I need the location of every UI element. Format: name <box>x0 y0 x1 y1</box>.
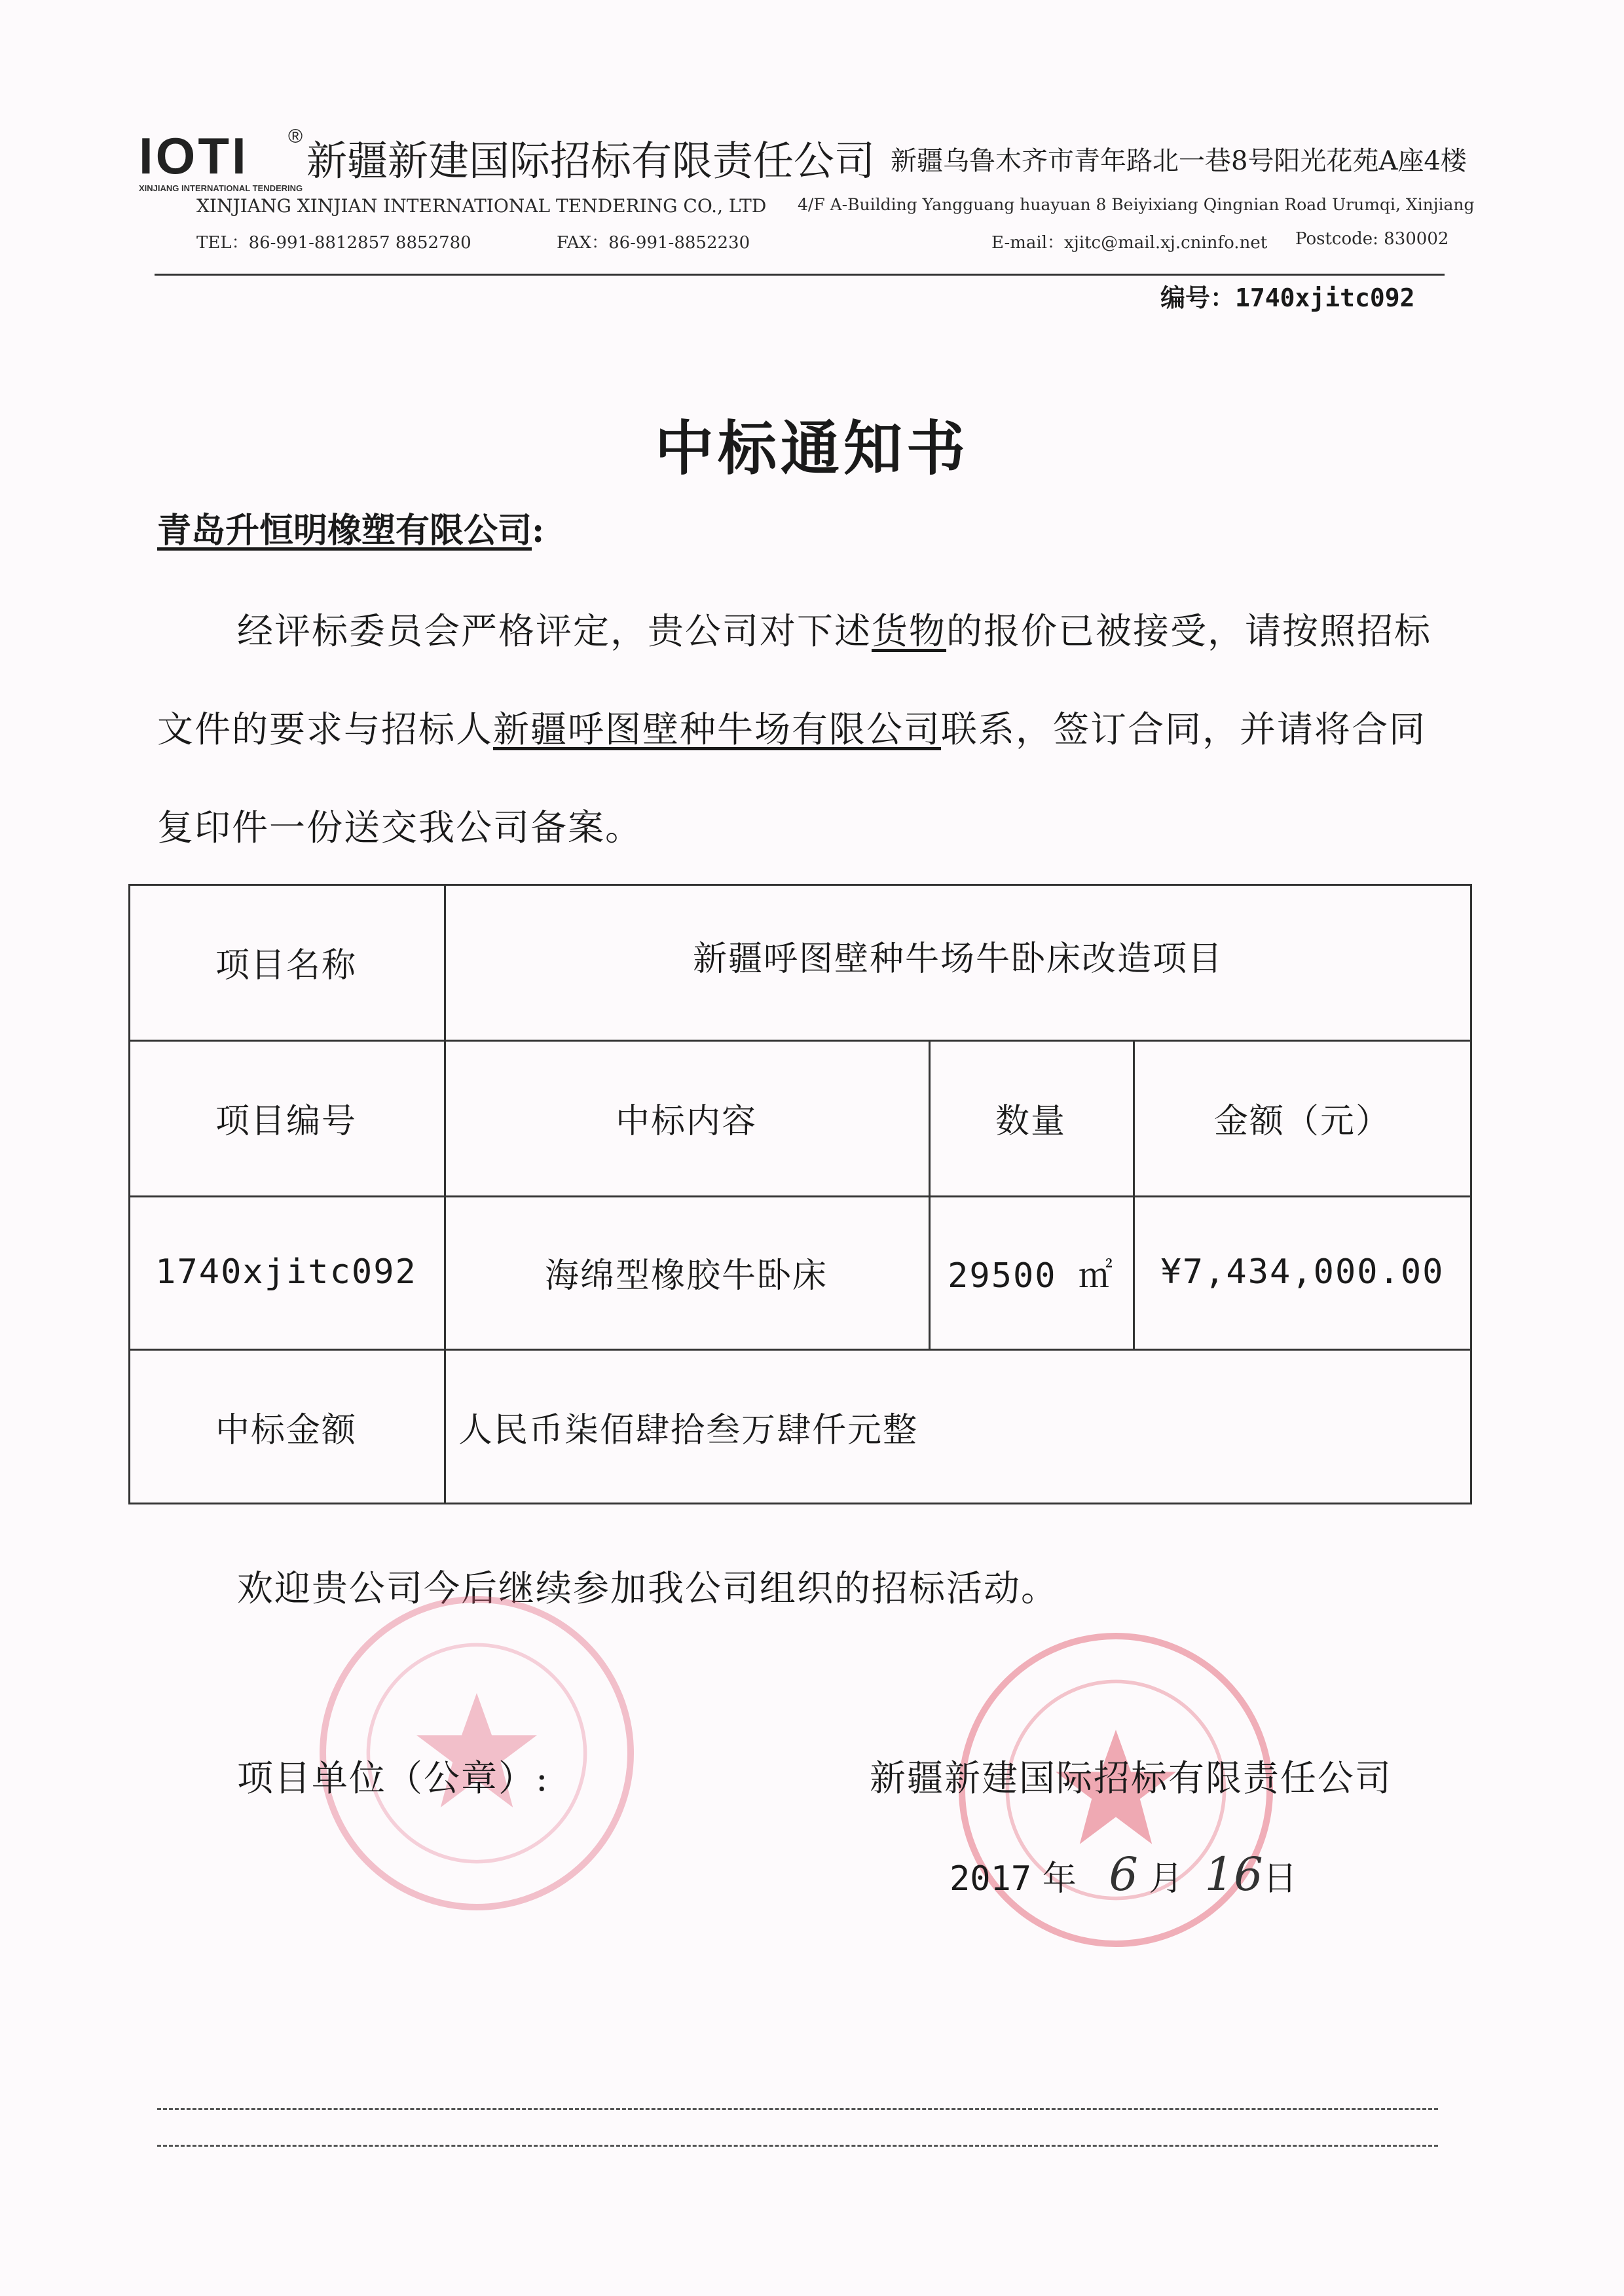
cell-quantity: 29500 ㎡ <box>948 1256 1114 1296</box>
company-logo <box>139 126 303 195</box>
recipient-name: 青岛升恒明橡塑有限公司 <box>157 511 532 551</box>
logo-subtitle: XINJIANG INTERNATIONAL TENDERING <box>139 183 303 193</box>
company-name-en: XINJIANG XINJIAN INTERNATIONAL TENDERING CO., LTD <box>196 195 767 217</box>
date-year-char: 年 <box>1042 1859 1077 1899</box>
date-day-char: 日 <box>1263 1859 1297 1899</box>
company-address-cn: 新疆乌鲁木齐市青年路北一巷8号阳光花苑A座4楼 <box>891 146 1467 176</box>
document-number-value: 1740xjitc092 <box>1235 283 1415 312</box>
postcode: Postcode: 830002 <box>1295 229 1449 249</box>
document-number-label: 编号： <box>1160 283 1236 312</box>
date-year: 2017 <box>950 1859 1032 1899</box>
body-paragraph-line-3: 复印件一份送交我公司备案。 <box>157 807 643 848</box>
award-amount-value: 人民币柒佰肆拾叁万肆仟元整 <box>458 1410 919 1450</box>
letterhead-divider <box>155 274 1445 276</box>
project-name-label: 项目名称 <box>215 945 357 985</box>
body-text: 文件的要求与招标人 <box>157 708 494 750</box>
body-text: 联系，签订合同，并请将合同 <box>941 708 1427 750</box>
body-paragraph-line-1 <box>237 602 1431 654</box>
document-number <box>1160 278 1415 314</box>
date-month-char: 月 <box>1149 1859 1183 1899</box>
footer-dashed-line <box>157 2145 1438 2147</box>
footer-dashed-line <box>157 2108 1438 2110</box>
recipient <box>157 503 544 552</box>
header-quantity: 数量 <box>995 1101 1066 1141</box>
project-name-value: 新疆呼图壁种牛场牛卧床改造项目 <box>692 939 1223 979</box>
header-project-number: 项目编号 <box>215 1101 357 1141</box>
date-month: 6 <box>1109 1848 1138 1901</box>
header-award-content: 中标内容 <box>615 1101 757 1141</box>
fax: FAX：86-991-8852230 <box>557 233 750 253</box>
telephone: TEL：86-991-8812857 8852780 <box>196 233 471 253</box>
recipient-colon: : <box>532 511 545 551</box>
document-title: 中标通知书 <box>655 414 969 483</box>
date-day: 16 <box>1204 1848 1263 1901</box>
closing-sentence: 欢迎贵公司今后继续参加我公司组织的招标活动。 <box>237 1567 1059 1609</box>
goods-term: 货物 <box>872 610 947 652</box>
logo-mark: IOTI <box>139 127 249 185</box>
issue-date <box>950 1848 1297 1901</box>
body-text: 经评标委员会严格评定，贵公司对下述 <box>237 610 872 652</box>
company-address-en: 4/F A-Building Yangguang huayuan 8 Beiyixiang Qingnian Road Urumqi, Xinjiang <box>798 195 1475 214</box>
award-table <box>128 884 1472 1504</box>
body-paragraph-line-2 <box>157 701 1426 752</box>
header-amount: 金额（元） <box>1213 1101 1391 1141</box>
body-text: 的报价已被接受，请按照招标 <box>946 610 1432 652</box>
issuer-name: 新疆新建国际招标有限责任公司 <box>870 1757 1393 1799</box>
email: E-mail：xjitc@mail.xj.cninfo.net <box>991 233 1268 253</box>
project-unit-seal-label: 项目单位（公章）: <box>237 1757 549 1799</box>
cell-project-number: 1740xjitc092 <box>155 1252 417 1292</box>
registered-mark: ® <box>288 126 303 147</box>
award-amount-label: 中标金额 <box>215 1410 357 1450</box>
company-name-cn: 新疆新建国际招标有限责任公司 <box>306 137 876 185</box>
tenderer-name: 新疆呼图壁种牛场有限公司 <box>493 708 942 750</box>
cell-award-content: 海绵型橡胶牛卧床 <box>544 1256 828 1296</box>
cell-amount: ¥7,434,000.00 <box>1160 1252 1445 1292</box>
